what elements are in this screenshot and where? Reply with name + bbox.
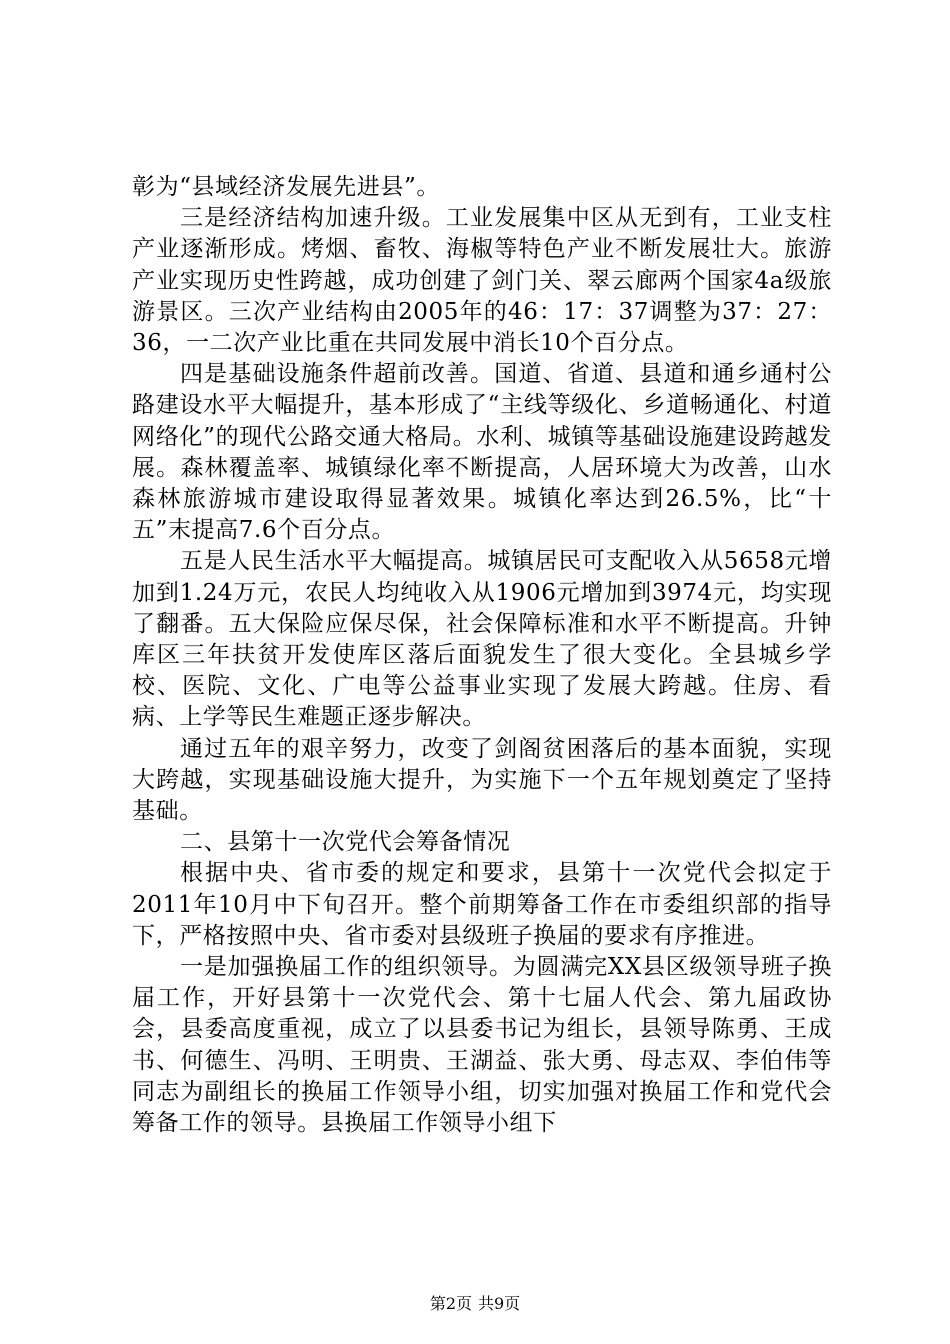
- page-total: 共9页: [478, 1294, 521, 1313]
- document-body: [132, 172, 832, 1139]
- paragraph-6: 根据中央、省市委的规定和要求，县第十一次党代会拟定于2011年10月中下旬召开。整个前期筹备工作在市委组织部的指导下，严格按照中央、省市委对县级班子换届的要求有序推进。: [132, 860, 832, 949]
- paragraph-1: 彰为“县域经济发展先进县”。: [132, 174, 440, 200]
- page-footer: [0, 1291, 950, 1314]
- paragraph-3: 四是基础设施条件超前改善。国道、省道、县道和通乡通村公路建设水平大幅提升，基本形成了“主线等级化、乡道畅通化、村道网络化”的现代公路交通大格局。水利、城镇等基础设施建设跨越发展。森林覆盖率、城镇绿化率不断提高，人居环境大为改善，山水森林旅游城市建设取得显著效果。城镇化率达到26.5%，比“十五”末提高7.6个百分点。: [132, 361, 832, 544]
- paragraph-5: 通过五年的艰辛努力，改变了剑阁贫困落后的基本面貌，实现大跨越，实现基础设施大提升，为实施下一个五年规划奠定了坚持基础。: [132, 735, 832, 825]
- paragraph-7: 一是加强换届工作的组织领导。为圆满完XX县区级领导班子换届工作，开好县第十一次党代会、第十七届人代会、第九届政协会，县委高度重视，成立了以县委书记为组长，县领导陈勇、王成书、何德生、冯明、王明贵、王湖益、张大勇、母志双、李伯伟等同志为副组长的换届工作领导小组，切实加强对换届工作和党代会筹备工作的领导。县换届工作领导小组下: [132, 954, 832, 1137]
- paragraph-2: 三是经济结构加速升级。工业发展集中区从无到有，工业支柱产业逐渐形成。烤烟、畜牧、海椒等特色产业不断发展壮大。旅游产业实现历史性跨越，成功创建了剑门关、翠云廊两个国家4a级旅游景区。三次产业结构由2005年的46：17：37调整为37：27：36，一二次产业比重在共同发展中消长10个百分点。: [132, 205, 832, 357]
- paragraph-4: 五是人民生活水平大幅提高。城镇居民可支配收入从5658元增加到1.24万元，农民人均纯收入从1906元增加到3974元，均实现了翻番。五大保险应保尽保，社会保障标准和水平不断提高。升钟库区三年扶贫开发使库区落后面貌发生了很大变化。全县城乡学校、医院、文化、广电等公益事业实现了发展大跨越。住房、看病、上学等民生难题正逐步解决。: [132, 548, 832, 731]
- page-number: 第2页: [429, 1294, 472, 1313]
- section-heading: 二、县第十一次党代会筹备情况: [180, 829, 511, 856]
